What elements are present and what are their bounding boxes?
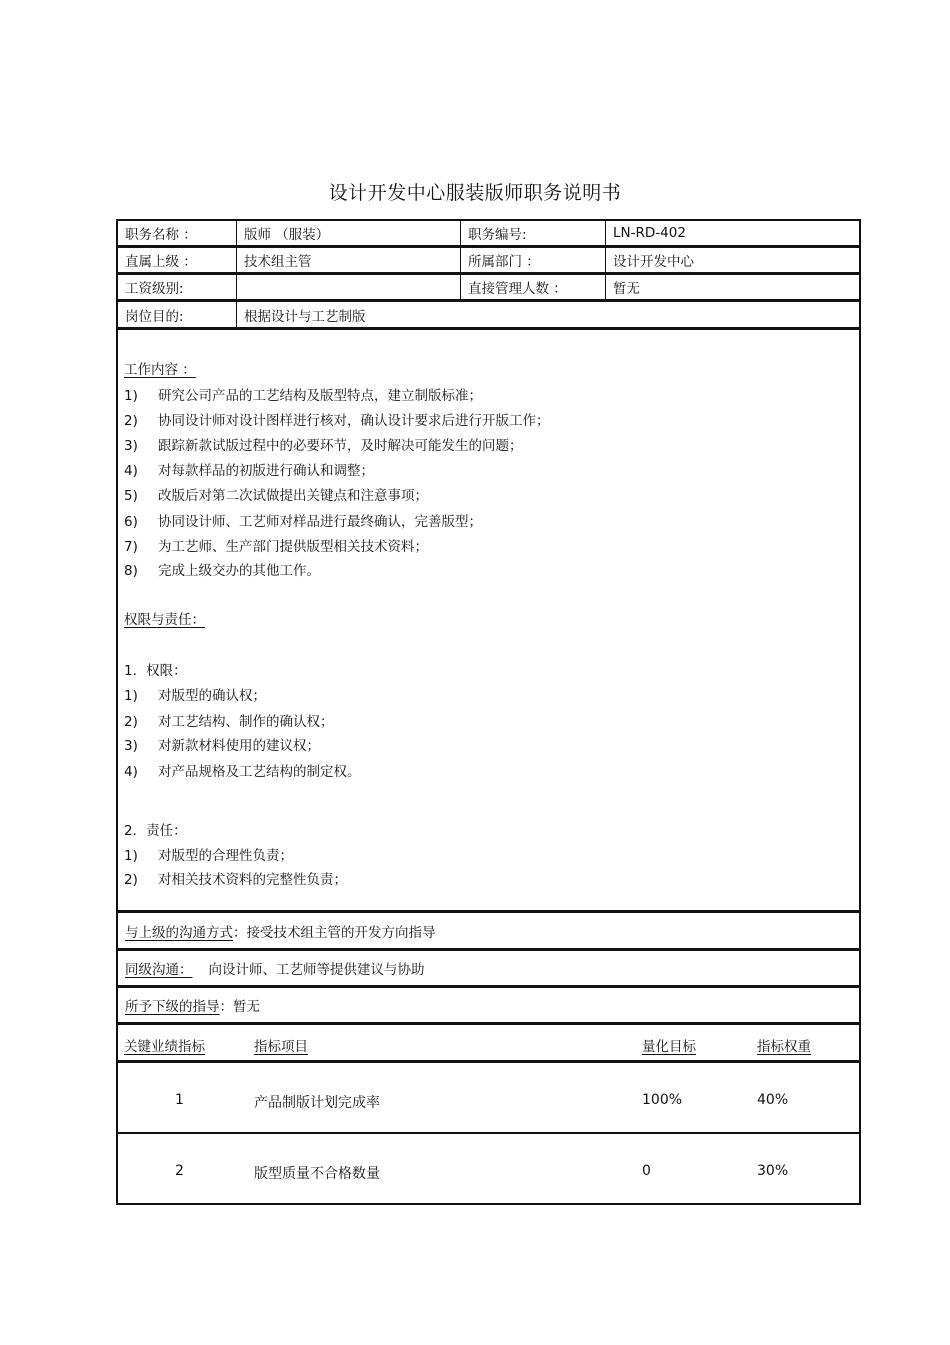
info-row-superior	[116, 246, 861, 274]
subordinates-value: 暂无	[613, 281, 640, 297]
kpi-row-target: 100%	[642, 1092, 683, 1108]
subordinates-label: 直接管理人数 ：	[468, 281, 567, 297]
list-item: 4) 对产品规格及工艺结构的制定权。	[124, 764, 361, 780]
document-title: 设计开发中心服装版师职务说明书	[328, 182, 622, 204]
comm-row-superior	[116, 911, 861, 950]
list-item: 7) 为工艺师、生产部门提供版型相关技术资料；	[124, 539, 428, 555]
job-code-value: LN-RD-402	[613, 225, 686, 241]
comm-subordinate-value: ：暂无	[219, 999, 260, 1015]
comm-superior-label: 与上级的沟通方式	[125, 924, 233, 941]
comm-peer-value: 向设计师、工艺师等提供建议与协助	[208, 962, 425, 978]
list-item: 8) 完成上级交办的其他工作。	[124, 563, 320, 579]
comm-subordinate-label: 所予下级的指导	[125, 999, 220, 1015]
list-item: 4) 对每款样品的初版进行确认和调整；	[124, 463, 374, 479]
kpi-row-target: 0	[642, 1163, 651, 1179]
job-name-value: 版师 （服装）	[244, 227, 330, 243]
superior-value: 技术组主管	[244, 254, 312, 270]
job-code-label: 职务编号:	[468, 227, 527, 243]
table-row	[116, 1061, 861, 1134]
kpi-header-weight: 指标权重	[757, 1039, 811, 1055]
info-row-purpose	[116, 300, 861, 329]
list-item: 2) 协同设计师对设计图样进行核对，确认设计要求后进行开版工作；	[124, 413, 550, 429]
kpi-header-indicator: 关键业绩指标	[124, 1039, 205, 1055]
kpi-row-weight: 30%	[757, 1163, 789, 1179]
authority-heading: 权限与责任：	[124, 612, 205, 628]
work-heading: 工作内容 ：	[124, 362, 196, 378]
info-row-salary	[116, 273, 861, 301]
kpi-header-target: 量化目标	[642, 1039, 696, 1055]
salary-label: 工资级别:	[125, 281, 184, 297]
comm-peer-label: 同级沟通：	[125, 962, 193, 978]
kpi-row-item: 产品制版计划完成率	[254, 1095, 380, 1111]
rights-subheading: 1．权限：	[124, 663, 187, 679]
list-item: 1) 对版型的确认权；	[124, 688, 266, 704]
kpi-row-number: 1	[175, 1092, 184, 1108]
dept-label: 所属部门 ：	[468, 254, 540, 270]
duties-section	[116, 328, 861, 912]
list-item: 1) 研究公司产品的工艺结构及版型特点，建立制版标准；	[124, 388, 482, 404]
salary-value	[237, 275, 461, 299]
list-item: 6) 协同设计师、工艺师对样品进行最终确认，完善版型；	[124, 514, 482, 530]
list-item: 1) 对版型的合理性负责；	[124, 848, 293, 864]
kpi-row-number: 2	[175, 1163, 184, 1179]
duties-subheading: 2．责任：	[124, 823, 187, 839]
list-item: 3) 跟踪新款试版过程中的必要环节，及时解决可能发生的问题；	[124, 438, 523, 454]
list-item: 5) 改版后对第二次试做提出关键点和注意事项；	[124, 488, 428, 504]
purpose-label: 岗位目的:	[125, 308, 184, 325]
kpi-row-item: 版型质量不合格数量	[254, 1166, 380, 1182]
purpose-value: 根据设计与工艺制版	[244, 308, 366, 325]
superior-label: 直属上级 ：	[125, 254, 197, 270]
kpi-row-weight: 40%	[757, 1092, 789, 1108]
comm-row-subordinate	[116, 986, 861, 1024]
list-item: 3) 对新款材料使用的建议权；	[124, 738, 320, 754]
dept-value: 设计开发中心	[613, 254, 694, 270]
comm-row-peer	[116, 949, 861, 987]
table-row	[116, 1132, 861, 1205]
kpi-header-row	[116, 1023, 861, 1062]
job-name-label: 职务名称 ：	[125, 227, 197, 243]
comm-superior-value: ：接受技术组主管的开发方向指导	[233, 924, 436, 941]
kpi-header-item: 指标项目	[254, 1039, 308, 1055]
info-row-job	[116, 219, 861, 247]
list-item: 2) 对相关技术资料的完整性负责；	[124, 872, 347, 888]
list-item: 2) 对工艺结构、制作的确认权；	[124, 714, 334, 730]
